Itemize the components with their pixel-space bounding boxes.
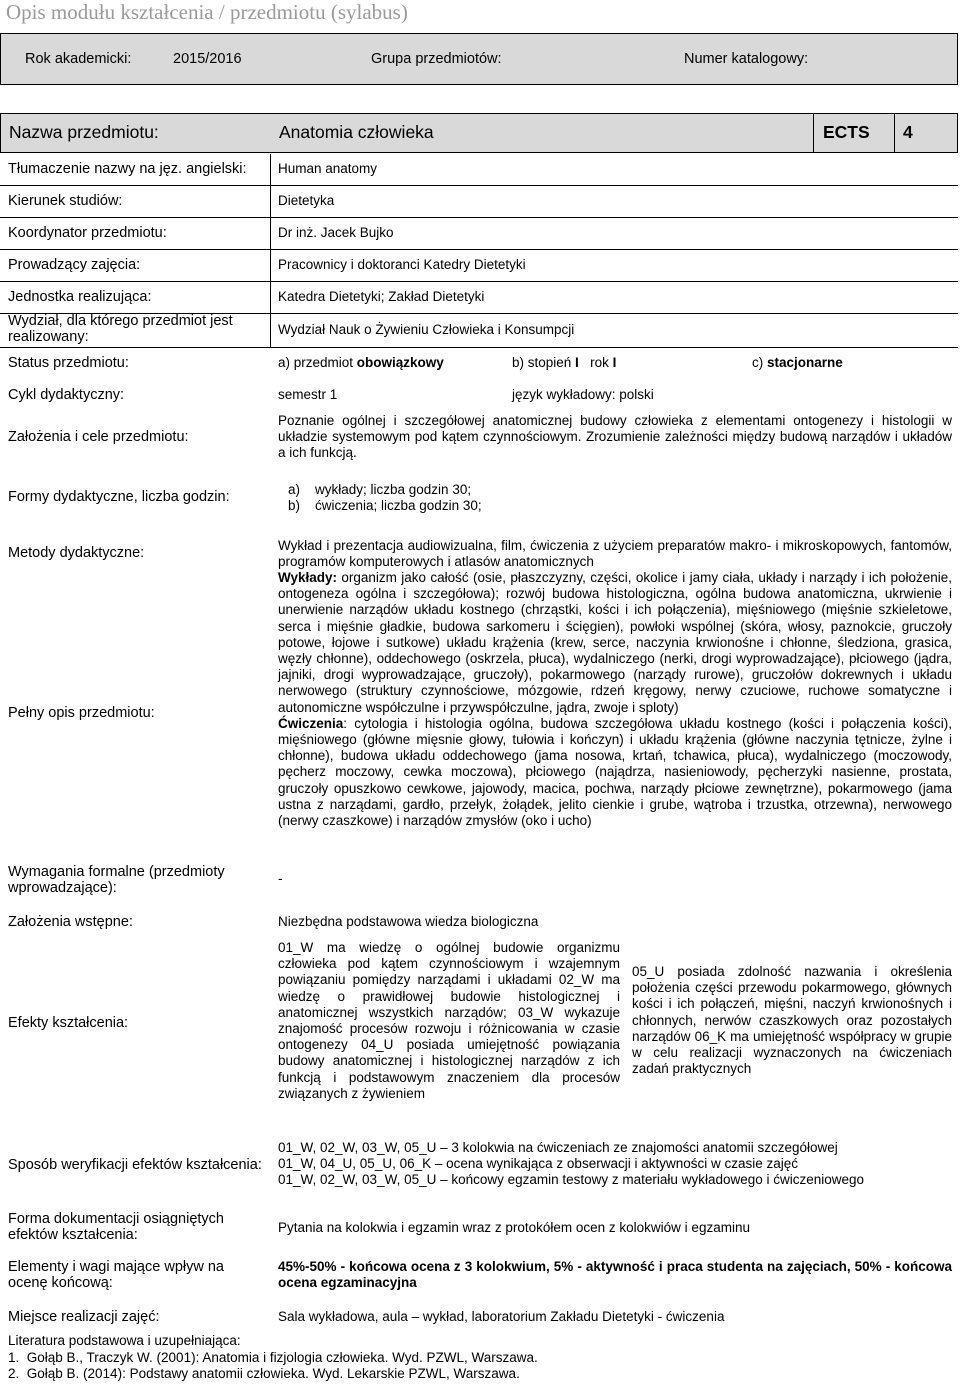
instructors-label: Prowadzący zajęcia:: [8, 257, 141, 273]
methods-label: Metody dydaktyczne:: [8, 545, 145, 561]
description-value: [278, 570, 952, 829]
prerequisites-label: Wymagania formalne (przedmioty wprowadzające):: [8, 864, 225, 896]
unit-label: Jednostka realizująca:: [8, 289, 152, 305]
instructors-value: Pracownicy i doktoranci Katedry Dietetyki: [278, 257, 526, 272]
methods-value: Wykład i prezentacja audiowizualna, film, ćwiczenia z użyciem preparatów makro- i mikroskopowych, fantomów, programów komputerowych i atlasów anatomicznych: [278, 538, 952, 570]
course-name-bar: [0, 113, 958, 153]
verification-line: 01_W, 02_W, 03_W, 05_U – 3 kolokwia na ćwiczeniach ze znajomości anatomii szczegółowej: [278, 1140, 838, 1155]
unit-value: Katedra Dietetyki; Zakład Dietetyki: [278, 289, 485, 304]
outcomes-label: Efekty kształcenia:: [8, 1015, 129, 1031]
language-value: język wykładowy: polski: [512, 387, 654, 402]
course-name-label: Nazwa przedmiotu:: [9, 122, 159, 142]
goals-value: Poznanie ogólnej i szczegółowej anatomicznej budowy człowieka z elementami ontogenezy i histologii w układzie systemowym pod kątem czynnościowym. Zrozumienie zależności między budową narządów i układów a ich funkcją.: [278, 413, 952, 460]
prerequisites-value: -: [278, 871, 283, 886]
row-divider: [0, 217, 958, 218]
status-c: c) stacjonarne: [752, 355, 843, 370]
row-divider: [0, 347, 958, 348]
grupa-przedmiotow-label: Grupa przedmiotów:: [371, 51, 502, 67]
faculty-label: Wydział, dla którego przedmiot jest realizowany:: [8, 313, 233, 345]
rok-akademicki-label: Rok akademicki:: [25, 51, 132, 67]
goals-label: Założenia i cele przedmiotu:: [8, 429, 189, 445]
description-label: Pełny opis przedmiotu:: [8, 705, 155, 721]
weights-value: 45%-50% - końcowa ocena z 3 kolokwium, 5% - aktywność i praca studenta na zajęciach, 50% - końcowa ocena egzaminacyjna: [278, 1259, 952, 1290]
lectures-text: organizm jako całość (osie, płaszczyzny, części, okolice i jamy ciała, układy i narządy i ich położenie, ontogeneza ogólna i szczegółowa); rozwój budowa histologiczna, ogólna budowa anatomiczna, ukrwienie i unerwienie narządów układu kostnego (chrząstki, kości i ich połączenia), mięśniowego (mięśnie szkieletowe, serca i mięśnie gładkie, budowa sarkomeru i ścięgien), powłoki wspólnej (skóra, włosy, paznokcie, gruczoły potowe, łojowe i sutkowe) układu krążenia (krew, serce, naczynia krwionośne i chłonne, śledziona, grasica, węzły chłonne), oddechowego (oskrzela, płuca), wydalniczego (nerki, drogi wyprowadzające), płciowego (jądra, jajniki, drogi wyprowadzające, gruczoły), pokarmowego (narządy rurowe), gruczołów dokrewnych i układu nerwowego (struktury czynnościowe, mózgowie, rdzeń kręgowy, nerwy czuciowe, ruchowe somatyczne i autonomiczne współczulne i przywspółczulne, jądra, zwoje i sploty): [278, 570, 952, 715]
exercises-text: : cytologia i histologia ogólna, budowa szczegółowa układu kostnego (kości i połączenia kości), mięśniowego (główne mięsnie głowy, tułowia i kończyn) i układu krążenia (główne naczynia tętnicze, żylne i chłonne), budowa układu oddechowego (jama nosowa, krtań, tchawica, płuca), wydalniczego (moczowody, pęcherz moczowy, cewka moczowa), płciowego (najądrza, nasieniowody, pęcherzyki nasienne, prostata, gruczoły opuszkowo cewkowe, jajowody, macica, pochwa, narządy płciowe zewnętrzne), pokarmowego (jama ustna z narządami, gardło, przełyk, żołądek, jelito cienkie i grube, wątroba i trzustka, otrzewna), nerwowego (nerwy czaszkowe) i narządów zmysłów (oko i ucho): [278, 715, 952, 829]
header-bar: [0, 33, 958, 85]
field-of-study-value: Dietetyka: [278, 193, 335, 208]
literature-item: 1. Gołąb B., Traczyk W. (2001): Anatomia i fizjologia człowieka. Wyd. PZWL, Warszawa.: [8, 1350, 538, 1365]
assumptions-label: Założenia wstępne:: [8, 914, 133, 930]
weights-label: Elementy i wagi mające wpływ na ocenę końcową:: [8, 1259, 224, 1291]
ects-value: 4: [903, 122, 913, 142]
documentation-label: Forma dokumentacji osiągniętych efektów kształcenia:: [8, 1211, 224, 1243]
info-divider: [270, 154, 271, 347]
forms-label: Formy dydaktyczne, liczba godzin:: [8, 489, 230, 505]
row-divider: [0, 185, 958, 186]
literature-label: Literatura podstawowa i uzupełniająca:: [8, 1333, 241, 1348]
lectures-heading: Wykłady:: [278, 570, 338, 585]
cycle-label: Cykl dydaktyczny:: [8, 387, 125, 403]
translation-value: Human anatomy: [278, 161, 378, 176]
verification-line: 01_W, 02_W, 03_W, 05_U – końcowy egzamin testowy z materiału wykładowego i ćwiczeniowego: [278, 1172, 865, 1187]
rok-akademicki-value: 2015/2016: [173, 51, 242, 67]
verification-label: Sposób weryfikacji efektów kształcenia:: [8, 1157, 262, 1173]
document-title: Opis modułu kształcenia / przedmiotu (sylabus): [6, 0, 408, 24]
row-divider: [0, 281, 958, 282]
status-b: b) stopień I rok I: [512, 355, 617, 370]
numer-katalogowy-label: Numer katalogowy:: [684, 51, 809, 67]
documentation-value: Pytania na kolokwia i egzamin wraz z protokółem ocen z kolokwiów i egzaminu: [278, 1220, 750, 1235]
exercises-heading: Ćwiczenia: [278, 715, 344, 731]
course-name-value: Anatomia człowieka: [279, 122, 434, 142]
outcomes-right: 05_U posiada zdolność nazwania i określenia położenia części przewodu pokarmowego, głównych kości i ich połączeń, mięśni, naczyń krwionośnych i chłonnych, nerwów czaszkowych oraz pozostałych narządów 06_K ma umiejętność współpracy w grupie w celu realizacji wyznaczonych na ćwiczeniach zadań praktycznych: [632, 964, 952, 1077]
cycle-value: semestr 1: [278, 387, 338, 402]
faculty-value: Wydział Nauk o Żywieniu Człowieka i Konsumpcji: [278, 322, 575, 337]
verification-line: 01_W, 04_U, 05_U, 06_K – ocena wynikająca z obserwacji i aktywności w czasie zajęć: [278, 1156, 799, 1171]
literature-item: 2. Gołąb B. (2014): Podstawy anatomii człowieka. Wyd. Lekarskie PZWL, Warszawa.: [8, 1366, 520, 1381]
row-divider: [0, 249, 958, 250]
coordinator-label: Koordynator przedmiotu:: [8, 225, 167, 241]
coordinator-value: Dr inż. Jacek Bujko: [278, 225, 394, 240]
location-label: Miejsce realizacji zajęć:: [8, 1309, 160, 1325]
ects-label: ECTS: [823, 122, 870, 142]
forms-item-a: a) wykłady; liczba godzin 30;: [288, 482, 472, 497]
field-of-study-label: Kierunek studiów:: [8, 193, 123, 209]
translation-label: Tłumaczenie nazwy na jęz. angielski:: [8, 161, 247, 177]
assumptions-value: Niezbędna podstawowa wiedza biologiczna: [278, 914, 539, 929]
location-value: Sala wykładowa, aula – wykład, laboratorium Zakładu Dietetyki - ćwiczenia: [278, 1309, 725, 1324]
forms-item-b: b) ćwiczenia; liczba godzin 30;: [288, 498, 482, 513]
status-a: a) przedmiot obowiązkowy: [278, 355, 444, 370]
outcomes-left: 01_W ma wiedzę o ogólnej budowie organizmu człowieka pod kątem czynnościowym i wzajemnym powiązaniu pomiędzy narządami i układami 02_W ma wiedzę o prawidłowej budowie histologicznej i anatomicznej wszystkich narządów; 03_W wykazuje znajomość procesów rozwoju i różnicowania w czasie ontogenezy 04_U posiada umiejętność powiązania budowy anatomicznej i histologicznej narządów z ich funkcją i podstawowym znaczeniem dla procesów związanych z żywieniem: [278, 940, 620, 1101]
status-label: Status przedmiotu:: [8, 355, 129, 371]
